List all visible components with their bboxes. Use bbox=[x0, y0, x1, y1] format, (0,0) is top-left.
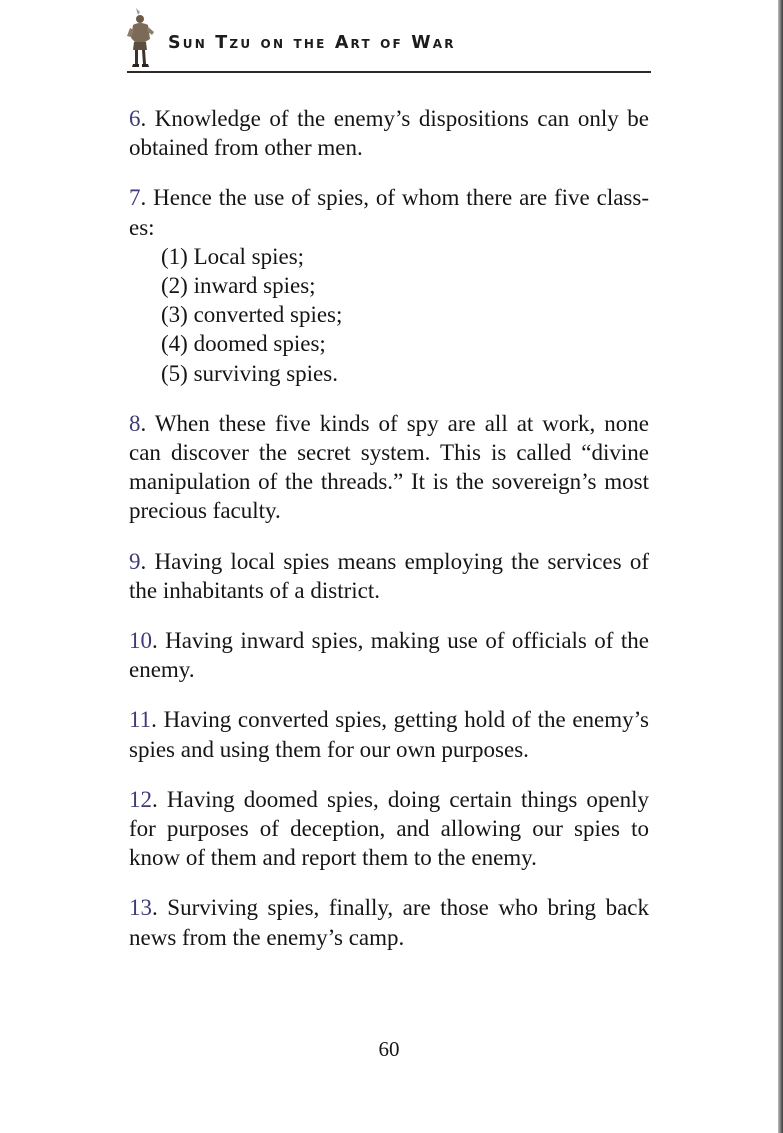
paragraph-text: . Having converted spies, getting hold of the enemy’s spies and using them for our own purposes. bbox=[129, 707, 649, 762]
paragraph-text: . Having local spies means employing the services of the inhabitants of a district. bbox=[129, 548, 649, 603]
paragraph-number: 13 bbox=[129, 895, 152, 921]
spy-classes-list bbox=[129, 242, 649, 388]
paragraph-number: 7 bbox=[129, 185, 141, 211]
paragraph-7 bbox=[129, 183, 649, 387]
paragraph-9 bbox=[129, 547, 649, 605]
page-header bbox=[127, 6, 651, 74]
paragraph-number: 9 bbox=[129, 548, 141, 574]
paragraph-number: 8 bbox=[129, 410, 141, 436]
list-item: (2) inward spies; bbox=[161, 273, 316, 299]
list-item: (3) converted spies; bbox=[161, 302, 343, 328]
paragraph-text: . When these five kinds of spy are all at work, none can discover the secret system. This is called “divine manipulation of the threads.” It is the sovereign’s most precious faculty. bbox=[129, 410, 649, 524]
paragraph-text: . Having doomed spies, doing certain things openly for purposes of deception, and allowing our spies to know of them and report them to the enemy. bbox=[129, 786, 649, 871]
paragraph-number: 10 bbox=[129, 628, 152, 654]
running-title: Sun Tzu on the Art of War bbox=[168, 33, 456, 53]
paragraph-7-line bbox=[129, 183, 649, 241]
list-item: (5) surviving spies. bbox=[161, 360, 338, 386]
paragraph-10 bbox=[129, 626, 649, 684]
paragraph-number: 6 bbox=[129, 106, 141, 131]
paragraph-number: 12 bbox=[129, 786, 152, 812]
paragraph-11 bbox=[129, 705, 649, 763]
paragraph-13 bbox=[129, 893, 649, 951]
paragraph-text: . Surviving spies, finally, are those who bring back news from the enemy’s camp. bbox=[129, 895, 649, 950]
paragraph-12 bbox=[129, 785, 649, 873]
paragraph-text: . Having inward spies, making use of officials of the enemy. bbox=[129, 628, 649, 683]
paragraph-text: . Hence the use of spies, of whom there are five class-es: bbox=[129, 185, 649, 240]
paragraph-number: 11 bbox=[129, 707, 152, 733]
warrior-figure-icon bbox=[127, 6, 155, 68]
page-number: 60 bbox=[378, 1037, 400, 1061]
list-item: (4) doomed spies; bbox=[161, 331, 326, 357]
paragraph-8 bbox=[129, 409, 649, 526]
page-content bbox=[129, 104, 649, 973]
page-edge-shadow bbox=[778, 0, 783, 1133]
list-item: (1) Local spies; bbox=[161, 243, 305, 269]
paragraph-text: . Knowledge of the enemy’s dispositions can only be obtained from other men. bbox=[129, 106, 649, 161]
header-rule bbox=[127, 71, 651, 73]
paragraph-6 bbox=[129, 104, 649, 162]
